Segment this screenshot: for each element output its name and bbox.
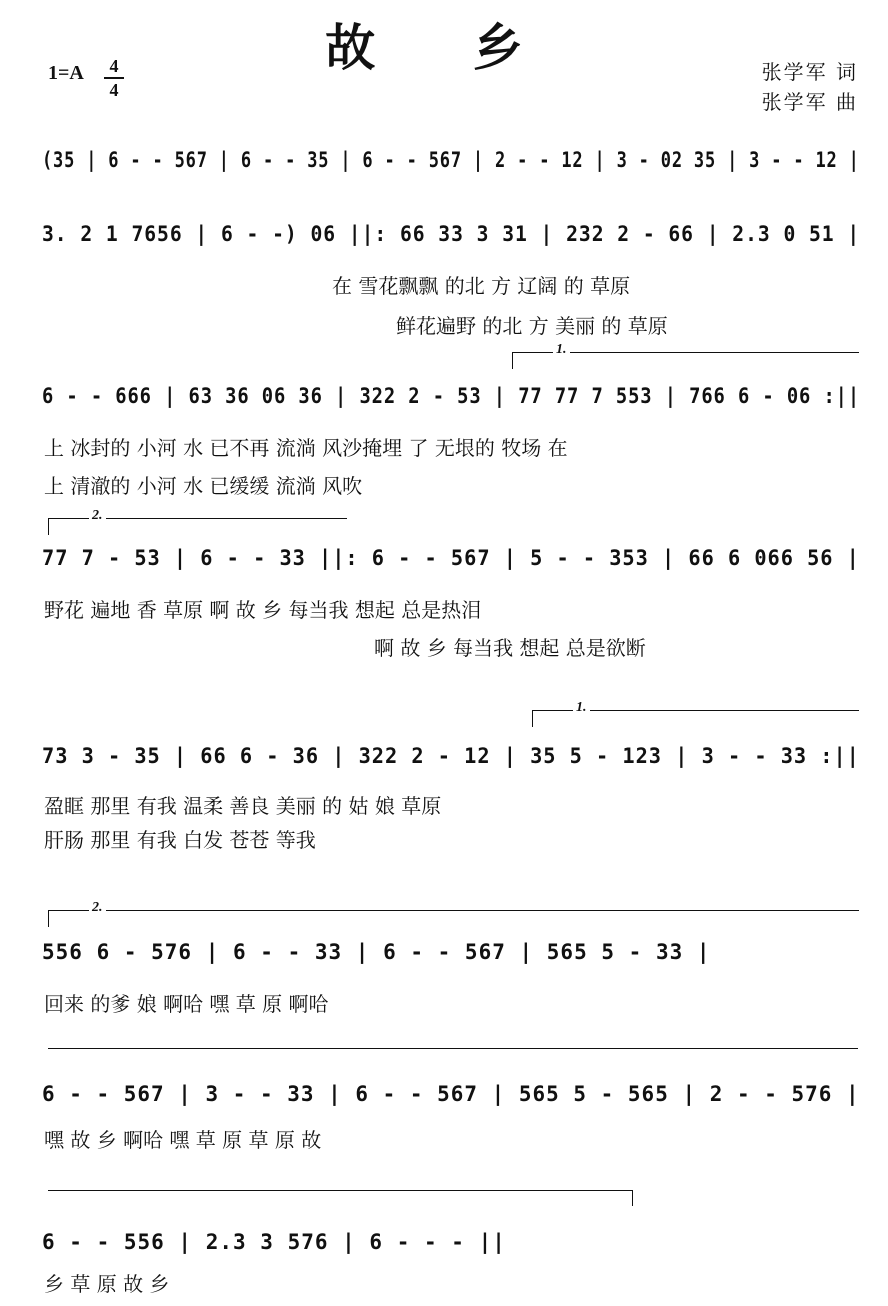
lyric-verse-1: 乡 草 原 故 乡 <box>44 1272 170 1296</box>
staff-line-3 <box>42 376 860 416</box>
lyric-row <box>0 988 888 1014</box>
composer-credit: 张学军 曲 <box>761 90 858 114</box>
notation-line-8: 6 - - 556 | 2.3 3 576 | 6 - - - || <box>42 1230 506 1254</box>
lyric-verse-1: 嘿 故 乡 啊哈 嘿 草 原 草 原 故 <box>44 1128 322 1152</box>
lyric-verse-1: 盈眶 那里 有我 温柔 善良 美丽 的 姑 娘 草原 <box>44 794 442 818</box>
lyric-row <box>0 270 888 296</box>
notation-line-4: 77 7 - 53 | 6 - - 33 ||: 6 - - 567 | 5 - - 353 | 66 6 066 56 | <box>42 546 860 570</box>
staff-line-6 <box>42 932 860 972</box>
system-divider <box>48 1190 632 1191</box>
staff-line-2 <box>42 214 860 254</box>
volta-label: 1. <box>553 342 570 358</box>
staff-line-4 <box>42 538 860 578</box>
first-ending-bracket <box>512 342 859 369</box>
divider-end-tick <box>632 1190 633 1206</box>
first-ending-bracket <box>532 700 859 727</box>
staff-line-7 <box>42 1074 860 1114</box>
notation-line-5: 73 3 - 35 | 66 6 - 36 | 322 2 - 12 | 35 5 - 123 | 3 - - 33 :|| <box>42 744 860 768</box>
lyric-row <box>0 824 888 850</box>
notation-line-1: (35 | 6 - - 567 | 6 - - 35 | 6 - - 567 | 2 - - 12 | 3 - 02 35 | 3 - - 12 | <box>42 148 860 172</box>
notation-line-6: 556 6 - 576 | 6 - - 33 | 6 - - 567 | 565 5 - 33 | <box>42 940 711 964</box>
lyric-row <box>0 1268 888 1294</box>
notation-line-2: 3. 2 1 7656 | 6 - -) 06 ||: 66 33 3 31 | 232 2 - 66 | 2.3 0 51 | <box>42 222 861 246</box>
second-ending-bracket <box>48 508 347 535</box>
notation-line-3: 6 - - 666 | 63 36 06 36 | 322 2 - 53 | 77 77 7 553 | 766 6 - 06 :|| <box>42 384 861 408</box>
lyric-row <box>0 632 888 658</box>
staff-line-8 <box>42 1222 642 1262</box>
second-ending-bracket <box>48 900 859 927</box>
song-title: 故 乡 <box>325 19 563 77</box>
lyric-verse-2: 上 清澈的 小河 水 已缓缓 流淌 风吹 <box>44 474 363 498</box>
notation-line-7: 6 - - 567 | 3 - - 33 | 6 - - 567 | 565 5 - 565 | 2 - - 576 | <box>42 1082 860 1106</box>
key-signature: 1=A <box>48 62 84 84</box>
lyric-verse-2: 肝肠 那里 有我 白发 苍苍 等我 <box>44 828 316 852</box>
lyricist-credit: 张学军 词 <box>761 60 858 84</box>
lyric-row <box>0 790 888 816</box>
lyric-verse-1: 在 雪花飘飘 的北 方 辽阔 的 草原 <box>332 274 631 298</box>
lyric-verse-1: 回来 的爹 娘 啊哈 嘿 草 原 啊哈 <box>44 992 329 1016</box>
system-divider <box>48 1048 858 1049</box>
lyric-row <box>0 470 888 496</box>
time-signature-bottom: 4 <box>109 80 119 100</box>
lyric-verse-2: 啊 故 乡 每当我 想起 总是欲断 <box>374 636 646 660</box>
lyric-row <box>0 432 888 458</box>
lyric-verse-2: 鲜花遍野 的北 方 美丽 的 草原 <box>396 314 668 338</box>
staff-line-5 <box>42 736 860 776</box>
staff-line-1 <box>42 140 860 180</box>
volta-label: 1. <box>573 700 590 716</box>
time-signature <box>104 56 124 100</box>
volta-label: 2. <box>89 900 106 916</box>
time-signature-divider <box>104 77 124 79</box>
lyric-verse-1: 上 冰封的 小河 水 已不再 流淌 风沙掩埋 了 无垠的 牧场 在 <box>44 436 568 460</box>
time-signature-top: 4 <box>109 56 119 76</box>
lyric-row <box>0 1124 888 1150</box>
lyric-verse-1: 野花 遍地 香 草原 啊 故 乡 每当我 想起 总是热泪 <box>44 598 482 622</box>
lyric-row <box>0 594 888 620</box>
volta-label: 2. <box>89 508 106 524</box>
lyric-row <box>0 310 888 336</box>
